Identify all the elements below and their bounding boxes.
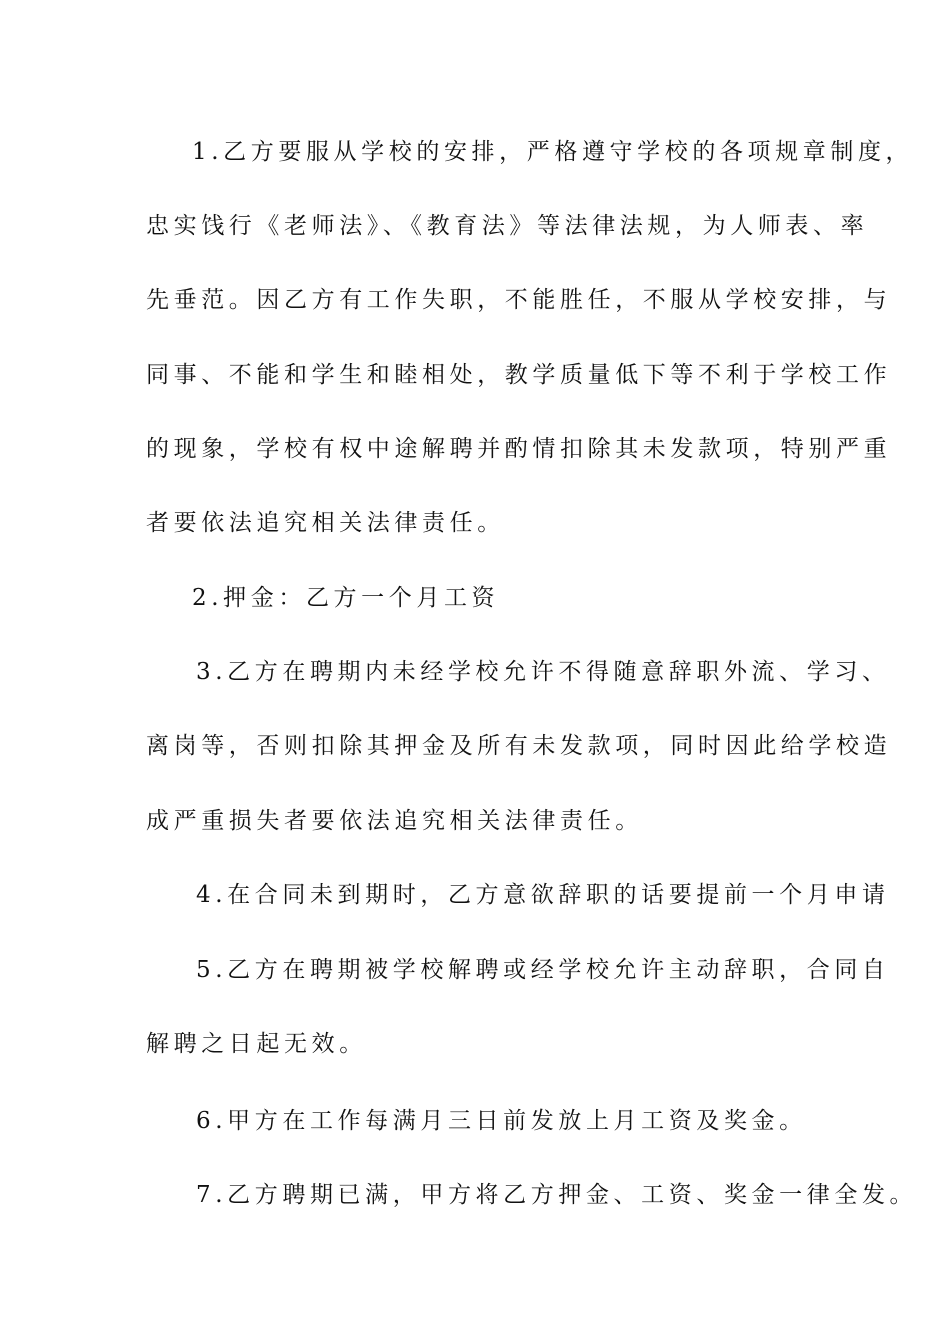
clause-3-line-3: 成严重损失者要依法追究相关法律责任。 [146,808,643,834]
clause-5-line-2: 解聘之日起无效。 [146,1031,367,1057]
clause-1-line-4: 同事、不能和学生和睦相处，教学质量低下等不利于学校工作 [146,362,892,388]
clause-2-line-1: 2.押金：乙方一个月工资 [192,585,500,611]
clause-4-line-1: 4.在合同未到期时，乙方意欲辞职的话要提前一个月申请 [196,882,890,908]
clause-1-line-3: 先垂范。因乙方有工作失职，不能胜任，不服从学校安排，与 [146,287,892,313]
clause-3-line-2: 离岗等，否则扣除其押金及所有未发款项，同时因此给学校造 [146,733,892,759]
clause-3-line-1: 3.乙方在聘期内未经学校允许不得随意辞职外流、学习、 [196,659,890,685]
clause-6-line-1: 6.甲方在工作每满月三日前发放上月工资及奖金。 [196,1108,807,1134]
clause-1-line-6: 者要依法追究相关法律责任。 [146,510,505,536]
clause-1-line-1: 1.乙方要服从学校的安排，严格遵守学校的各项规章制度， [192,139,914,165]
clause-1-line-2: 忠实饯行《老师法》、《教育法》等法律法规，为人师表、率 [146,213,869,239]
clause-1-line-5: 的现象，学校有权中途解聘并酌情扣除其未发款项，特别严重 [146,436,892,462]
clause-5-line-1: 5.乙方在聘期被学校解聘或经学校允许主动辞职，合同自 [196,957,890,983]
clause-7-line-1: 7.乙方聘期已满，甲方将乙方押金、工资、奖金一律全发。 [196,1182,918,1208]
